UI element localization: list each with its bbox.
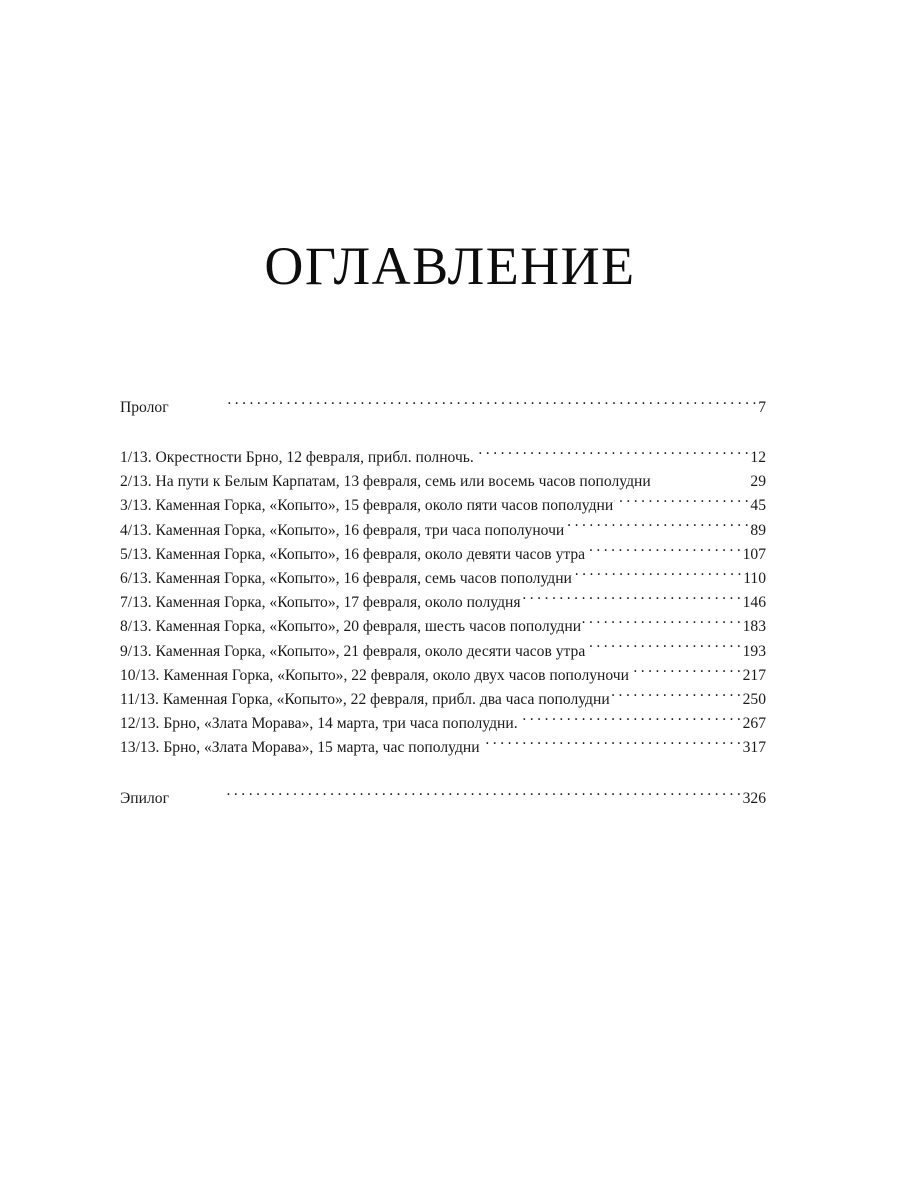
toc-entry-label: 5/13. Каменная Горка, «Копыто», 16 февраля, около девяти часов утра (120, 545, 586, 563)
toc-entry-chapter[interactable] (120, 591, 766, 615)
dot-leader (565, 519, 748, 535)
toc-entry-chapter[interactable] (120, 736, 766, 760)
table-of-contents (120, 396, 766, 811)
toc-entry-page: 326 (742, 789, 766, 807)
toc-entry-chapter[interactable] (120, 543, 766, 567)
page-title: ОГЛАВЛЕНИЕ (264, 236, 636, 296)
dot-leader (481, 737, 741, 753)
toc-entry-page: 45 (750, 497, 766, 515)
dot-leader (586, 640, 740, 656)
toc-entry-prolog[interactable] (120, 396, 766, 420)
dot-leader (475, 446, 749, 462)
toc-entry-label: 7/13. Каменная Горка, «Копыто», 17 февраля, около полудня (120, 594, 521, 612)
dot-leader (744, 471, 748, 487)
dot-leader (630, 664, 741, 680)
toc-entry-label: 4/13. Каменная Горка, «Копыто», 16 февраля, три часа пополуночи (120, 521, 565, 539)
toc-entry-page: 250 (742, 691, 766, 709)
toc-entry-chapter[interactable] (120, 688, 766, 712)
toc-entry-chapter[interactable] (120, 615, 766, 639)
toc-entry-chapter[interactable] (120, 494, 766, 518)
toc-entry-page: 89 (750, 521, 766, 539)
toc-entry-page: 267 (742, 715, 766, 733)
toc-entry-epilog[interactable] (120, 787, 766, 811)
toc-entry-chapter[interactable] (120, 519, 766, 543)
toc-entry-label: 11/13. Каменная Горка, «Копыто», 22 февраля, прибл. два часа пополудни (120, 691, 610, 709)
toc-entry-chapter[interactable] (120, 446, 766, 470)
toc-entry-chapter[interactable] (120, 470, 766, 494)
toc-entry-chapter[interactable] (120, 640, 766, 664)
dot-leader (224, 396, 756, 412)
toc-entry-page: 110 (743, 570, 766, 588)
toc-entry-page: 29 (750, 473, 766, 491)
toc-entry-page: 7 (758, 399, 766, 416)
dot-leader (582, 616, 741, 632)
toc-entry-label: Эпилог (120, 789, 169, 807)
toc-entry-label: 12/13. Брно, «Злата Морава», 14 марта, три часа пополудни. (120, 715, 518, 733)
dot-leader (586, 543, 741, 559)
dot-leader (522, 592, 741, 608)
toc-entry-chapter[interactable] (120, 664, 766, 688)
dot-leader (611, 688, 741, 704)
toc-entry-label: Пролог (120, 399, 169, 416)
dot-leader (573, 567, 741, 583)
toc-chapter-list (120, 446, 766, 761)
toc-entry-label: 10/13. Каменная Горка, «Копыто», 22 февраля, около двух часов пополуночи (120, 666, 629, 684)
toc-entry-label: 3/13. Каменная Горка, «Копыто», 15 февраля, около пяти часов пополудни (120, 497, 614, 515)
dot-leader (224, 787, 741, 803)
toc-entry-label: 1/13. Окрестности Брно, 12 февраля, прибл. полночь. (120, 449, 474, 466)
toc-entry-page: 107 (742, 545, 766, 563)
toc-section-epilog (120, 787, 766, 811)
toc-section-prolog (120, 396, 766, 420)
toc-entry-label: 6/13. Каменная Горка, «Копыто», 16 февраля, семь часов пополудни (120, 570, 572, 588)
toc-entry-page: 146 (742, 594, 766, 612)
dot-leader (614, 495, 748, 511)
toc-entry-chapter[interactable] (120, 567, 766, 591)
dot-leader (519, 713, 741, 729)
toc-entry-label: 9/13. Каменная Горка, «Копыто», 21 февраля, около десяти часов утра (120, 642, 586, 660)
toc-entry-page: 12 (750, 449, 766, 466)
toc-entry-label: 13/13. Брно, «Злата Морава», 15 марта, час пополудни (120, 739, 480, 757)
toc-entry-page: 317 (742, 739, 766, 757)
toc-entry-page: 217 (742, 666, 766, 684)
toc-entry-label: 2/13. На пути к Белым Карпатам, 13 февраля, семь или восемь часов пополудни (120, 473, 651, 491)
toc-entry-page: 193 (742, 642, 766, 660)
toc-entry-chapter[interactable] (120, 712, 766, 736)
toc-entry-page: 183 (742, 618, 766, 636)
toc-entry-label: 8/13. Каменная Горка, «Копыто», 20 февраля, шесть часов пополудни (120, 618, 582, 636)
